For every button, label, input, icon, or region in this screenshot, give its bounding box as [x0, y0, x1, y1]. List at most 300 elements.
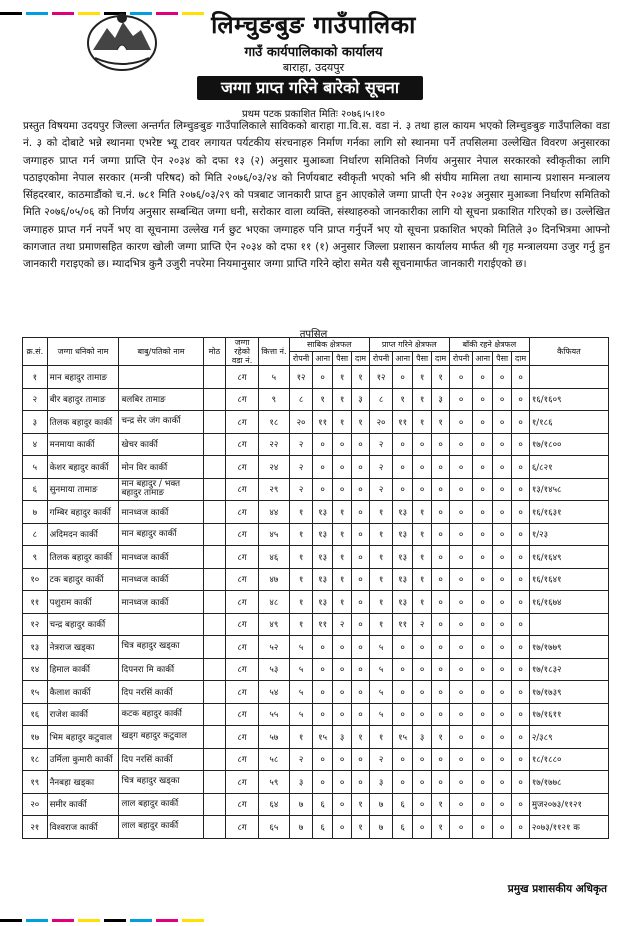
table-cell: ० — [512, 501, 529, 524]
table-cell: ४५ — [258, 523, 289, 546]
table-row — [23, 523, 609, 546]
header-remarks: कैफियत — [529, 338, 608, 366]
registration-mark — [78, 919, 100, 922]
header-unit: आना — [473, 352, 492, 366]
table-cell: ११ — [313, 411, 332, 434]
table-cell: ० — [332, 771, 351, 794]
table-cell: ० — [352, 748, 369, 771]
header-prapta: प्राप्त गरिने क्षेत्रफल — [369, 338, 449, 352]
table-cell: १७/१७७८ — [529, 771, 608, 794]
table-cell: ० — [412, 456, 431, 479]
table-cell: ८ — [23, 523, 48, 546]
table-cell: १३ — [313, 546, 332, 569]
table-cell: ० — [473, 816, 492, 839]
table-cell: ८ग — [226, 411, 259, 434]
table-cell — [203, 816, 226, 839]
table-cell: ० — [432, 613, 449, 636]
table-cell: ० — [449, 366, 473, 389]
table-cell: ० — [449, 501, 473, 524]
table-cell: ० — [492, 501, 511, 524]
table-cell: ० — [492, 793, 511, 816]
registration-mark — [52, 919, 74, 922]
table-cell: ३ — [23, 411, 48, 434]
table-cell: कैलाश कार्की — [47, 681, 119, 704]
table-cell: मोन विर कार्की — [119, 456, 203, 479]
table-cell: उर्मिला कुमारी कार्की — [47, 748, 119, 771]
table-cell: १ — [332, 501, 351, 524]
table-cell: ० — [432, 703, 449, 726]
table-row — [23, 681, 609, 704]
table-cell: ० — [492, 546, 511, 569]
table-cell: १४ — [23, 658, 48, 681]
table-cell: ० — [512, 816, 529, 839]
table-cell: ५८ — [258, 748, 289, 771]
table-cell: १ — [352, 816, 369, 839]
table-cell: ५९ — [258, 771, 289, 794]
table-cell: ८ग — [226, 523, 259, 546]
table-row — [23, 366, 609, 389]
table-cell: ० — [512, 703, 529, 726]
table-cell: ११ — [393, 411, 412, 434]
table-cell: ० — [492, 748, 511, 771]
table-cell: ३ — [332, 726, 351, 749]
table-cell: ० — [492, 771, 511, 794]
table-row — [23, 748, 609, 771]
table-cell: ० — [313, 478, 332, 501]
table-cell: १७/१८०० — [529, 433, 608, 456]
table-cell: ० — [449, 613, 473, 636]
header-sn: क्र.सं. — [23, 338, 48, 366]
table-cell: १/१८६ — [529, 411, 608, 434]
table-cell: ० — [492, 411, 511, 434]
table-cell — [119, 613, 203, 636]
table-cell: १ — [369, 726, 393, 749]
letterhead — [0, 6, 627, 120]
table-cell: ० — [412, 433, 431, 456]
table-cell: ० — [449, 703, 473, 726]
table-cell: ० — [473, 613, 492, 636]
table-cell: ५ — [23, 456, 48, 479]
table-cell: ० — [473, 703, 492, 726]
table-cell: ० — [352, 501, 369, 524]
table-cell: ७ — [289, 793, 313, 816]
table-cell: ० — [512, 523, 529, 546]
table-cell: ० — [473, 411, 492, 434]
header-ward: जग्गा रहेको वडा नं. — [226, 338, 259, 366]
table-cell: ० — [352, 591, 369, 614]
table-cell: राजेश कार्की — [47, 703, 119, 726]
table-cell: १८ — [258, 411, 289, 434]
table-cell: १ — [412, 568, 431, 591]
table-cell: १ — [332, 411, 351, 434]
table-cell — [203, 456, 226, 479]
header-sabik: साबिक क्षेत्रफल — [289, 338, 369, 352]
table-cell: ५ — [369, 703, 393, 726]
table-cell: १६/१६०९ — [529, 388, 608, 411]
table-row — [23, 546, 609, 569]
table-cell: ० — [449, 591, 473, 614]
publish-date: प्रथम पटक प्रकाशित मितिः २०७६।५।१० — [241, 109, 386, 120]
table-row — [23, 771, 609, 794]
table-cell: ५५ — [258, 703, 289, 726]
table-cell: १ — [289, 613, 313, 636]
table-cell — [203, 613, 226, 636]
table-cell: १७ — [23, 726, 48, 749]
table-cell: १ — [352, 411, 369, 434]
table-cell: ० — [412, 771, 431, 794]
table-cell: नेत्रराज खड्का — [47, 636, 119, 659]
table-cell: १ — [289, 591, 313, 614]
table-cell: चित्र बहादुर खड्का — [119, 771, 203, 794]
table-cell: १८ — [23, 748, 48, 771]
table-cell: ० — [492, 388, 511, 411]
table-cell: दिपनरा मि कार्की — [119, 658, 203, 681]
table-cell: १३ — [313, 568, 332, 591]
signature: प्रमुख प्रशासकीय अधिकृत — [507, 883, 607, 895]
table-cell: ८ग — [226, 501, 259, 524]
registration-mark — [156, 919, 178, 922]
table-cell: मान बहादुर / भक्त बहादुर तामाङ — [119, 478, 203, 501]
table-cell: २ — [369, 748, 393, 771]
table-cell: १ — [412, 591, 431, 614]
table-cell: १ — [369, 523, 393, 546]
table-cell: ११ — [313, 613, 332, 636]
table-cell: ० — [449, 726, 473, 749]
table-cell: ५ — [289, 703, 313, 726]
table-row — [23, 658, 609, 681]
registration-mark — [104, 919, 126, 922]
notice-title: जग्गा प्राप्त गरिने बारेको सूचना — [197, 76, 423, 100]
table-cell: दिप नरसिं कार्की — [119, 748, 203, 771]
table-cell: ० — [512, 366, 529, 389]
table-row — [23, 613, 609, 636]
table-cell: ० — [473, 366, 492, 389]
table-cell: ० — [332, 658, 351, 681]
table-cell: ८ग — [226, 366, 259, 389]
table-cell — [119, 366, 203, 389]
table-cell: २९ — [258, 478, 289, 501]
table-cell: १ — [412, 388, 431, 411]
table-cell: ५ — [289, 681, 313, 704]
table-label: तपसिल — [299, 329, 328, 340]
table-cell: ० — [473, 478, 492, 501]
table-row — [23, 703, 609, 726]
table-cell — [529, 366, 608, 389]
table-cell: ० — [332, 636, 351, 659]
table-cell: ४४ — [258, 501, 289, 524]
table-cell: ६/८२१ — [529, 456, 608, 479]
table-cell: खड्ग बहादुर कटुवाल — [119, 726, 203, 749]
table-cell: ० — [492, 523, 511, 546]
table-row — [23, 591, 609, 614]
table-cell: ८ग — [226, 568, 259, 591]
table-cell: पशुराम कार्की — [47, 591, 119, 614]
table-cell: मानध्वज कार्की — [119, 546, 203, 569]
table-cell: ४६ — [258, 546, 289, 569]
table-cell: ० — [449, 681, 473, 704]
table-cell: ० — [492, 456, 511, 479]
table-cell: ० — [313, 703, 332, 726]
table-cell: ० — [449, 658, 473, 681]
table-cell: ० — [393, 366, 412, 389]
table-cell: ० — [449, 523, 473, 546]
table-cell: ७ — [23, 501, 48, 524]
table-cell: ० — [393, 681, 412, 704]
table-cell: २ — [23, 388, 48, 411]
table-cell — [203, 771, 226, 794]
table-cell — [529, 613, 608, 636]
table-cell: ० — [512, 636, 529, 659]
table-row — [23, 636, 609, 659]
table-cell: ० — [449, 433, 473, 456]
table-cell: कटक बहादुर कार्की — [119, 703, 203, 726]
table-cell — [203, 591, 226, 614]
table-cell: १३ — [23, 636, 48, 659]
registration-mark — [0, 919, 22, 922]
table-cell: ० — [512, 478, 529, 501]
table-cell: ० — [449, 388, 473, 411]
table-cell: ० — [352, 568, 369, 591]
table-cell: ० — [432, 636, 449, 659]
table-cell: ० — [473, 456, 492, 479]
table-cell: ६ — [393, 793, 412, 816]
table-cell: १६/१६४९ — [529, 546, 608, 569]
table-cell: ११ — [393, 613, 412, 636]
table-cell: ० — [473, 793, 492, 816]
table-cell: ५३ — [258, 658, 289, 681]
table-cell: ० — [393, 658, 412, 681]
table-cell: ० — [412, 703, 431, 726]
table-cell: ९ — [258, 388, 289, 411]
table-cell: ० — [393, 703, 412, 726]
table-cell: ० — [352, 658, 369, 681]
table-cell: १६/१६३१ — [529, 501, 608, 524]
table-cell: ० — [313, 433, 332, 456]
table-cell: ० — [512, 546, 529, 569]
table-row — [23, 456, 609, 479]
table-cell: १ — [432, 793, 449, 816]
header-unit: रोपनी — [369, 352, 393, 366]
table-cell: ० — [492, 613, 511, 636]
table-row — [23, 793, 609, 816]
table-cell: ० — [352, 456, 369, 479]
table-cell: ० — [512, 658, 529, 681]
table-cell: १ — [369, 546, 393, 569]
table-cell: २ — [369, 478, 393, 501]
table-cell: ० — [512, 613, 529, 636]
registration-marks-top — [0, 0, 627, 3]
table-cell: १३ — [393, 523, 412, 546]
table-cell: २ — [289, 748, 313, 771]
table-cell: ० — [393, 478, 412, 501]
table-cell: ० — [332, 456, 351, 479]
table-cell: सुनमाया तामाङ — [47, 478, 119, 501]
table-cell: १ — [332, 546, 351, 569]
table-cell: ० — [432, 478, 449, 501]
table-cell: १३ — [393, 501, 412, 524]
table-cell: १ — [332, 388, 351, 411]
table-cell: चन्द्र सेर जंग कार्की — [119, 411, 203, 434]
table-cell: ० — [449, 771, 473, 794]
table-cell: ३ — [412, 726, 431, 749]
table-cell: १ — [432, 411, 449, 434]
table-cell: खेचर कार्की — [119, 433, 203, 456]
table-cell: ० — [512, 748, 529, 771]
table-cell: ० — [492, 726, 511, 749]
table-cell — [203, 546, 226, 569]
table-cell: ० — [449, 568, 473, 591]
table-cell: १ — [412, 546, 431, 569]
table-cell: मनमाया कार्की — [47, 433, 119, 456]
header-unit: पैसा — [492, 352, 511, 366]
table-cell: १३ — [393, 591, 412, 614]
table-cell: ० — [352, 433, 369, 456]
table-cell: ६४ — [258, 793, 289, 816]
table-cell: १५ — [393, 726, 412, 749]
table-cell: ८ — [369, 388, 393, 411]
table-cell: नैनबहा खड्का — [47, 771, 119, 794]
table-cell: ५ — [369, 681, 393, 704]
table-cell: २० — [23, 793, 48, 816]
table-cell: ७ — [369, 793, 393, 816]
table-cell: ० — [512, 726, 529, 749]
table-cell: १५ — [23, 681, 48, 704]
table-cell: १३ — [313, 523, 332, 546]
table-cell: २ — [369, 433, 393, 456]
table-cell: ८ग — [226, 636, 259, 659]
table-cell: ० — [313, 456, 332, 479]
table-cell: मान बहादुर तामाङ — [47, 366, 119, 389]
table-cell: ६ — [393, 816, 412, 839]
header-baki: बाँकी रहने क्षेत्रफल — [449, 338, 529, 352]
table-cell: लाल बहादुर कार्की — [119, 793, 203, 816]
table-cell: ० — [449, 636, 473, 659]
table-cell — [203, 793, 226, 816]
table-cell: ६ — [313, 816, 332, 839]
table-cell: १७/१७७९ — [529, 636, 608, 659]
table-cell: ० — [352, 523, 369, 546]
header-unit: आना — [393, 352, 412, 366]
table-cell: ६ — [313, 793, 332, 816]
table-cell: २ — [412, 613, 431, 636]
header-moth: मोठ — [203, 338, 226, 366]
table-cell: ० — [449, 748, 473, 771]
table-row — [23, 433, 609, 456]
table-cell: ० — [393, 433, 412, 456]
table-cell — [203, 478, 226, 501]
table-cell: तिलक बहादुर कार्की — [47, 546, 119, 569]
table-cell: ७ — [369, 816, 393, 839]
table-cell: ० — [313, 771, 332, 794]
table-cell: २० — [369, 411, 393, 434]
table-cell: ० — [432, 658, 449, 681]
table-cell: १६ — [23, 703, 48, 726]
table-cell: ० — [332, 793, 351, 816]
table-cell: ० — [412, 681, 431, 704]
table-cell: २ — [369, 456, 393, 479]
table-cell: ५७ — [258, 726, 289, 749]
table-cell — [203, 748, 226, 771]
table-cell: १२ — [289, 366, 313, 389]
table-cell: ० — [473, 748, 492, 771]
table-cell: ० — [473, 591, 492, 614]
table-cell: ० — [449, 793, 473, 816]
table-cell: ८ग — [226, 388, 259, 411]
table-cell: ० — [492, 366, 511, 389]
table-row — [23, 478, 609, 501]
table-cell: ५ — [289, 636, 313, 659]
table-cell: ० — [352, 636, 369, 659]
table-cell: तिलक बहादुर कार्की — [47, 411, 119, 434]
table-cell: १३ — [313, 501, 332, 524]
table-cell — [203, 501, 226, 524]
registration-mark — [182, 919, 204, 922]
table-cell — [203, 658, 226, 681]
table-cell: १० — [23, 568, 48, 591]
table-cell: १७/१७३९ — [529, 681, 608, 704]
header-unit: पैसा — [412, 352, 431, 366]
office-address: बाराहा, उदयपुर — [282, 61, 345, 74]
table-cell: १ — [289, 501, 313, 524]
table-cell: चन्द्र बहादुर कार्की — [47, 613, 119, 636]
table-cell: २ — [332, 613, 351, 636]
table-cell: २४ — [258, 456, 289, 479]
table-cell: १ — [369, 613, 393, 636]
table-cell: ० — [512, 388, 529, 411]
table-cell — [203, 523, 226, 546]
table-cell: ० — [393, 456, 412, 479]
table-cell: ८ग — [226, 726, 259, 749]
table-cell: लाल बहादुर कार्की — [119, 816, 203, 839]
table-cell: ० — [512, 456, 529, 479]
table-cell — [203, 636, 226, 659]
table-cell: ० — [473, 726, 492, 749]
table-cell: १ — [332, 568, 351, 591]
table-cell: ८ग — [226, 591, 259, 614]
table-cell: ६५ — [258, 816, 289, 839]
table-cell: १ — [412, 501, 431, 524]
table-cell: ० — [412, 816, 431, 839]
table-cell: ० — [492, 658, 511, 681]
land-table — [22, 337, 609, 839]
table-cell: मानध्वज कार्की — [119, 501, 203, 524]
table-cell: ० — [492, 591, 511, 614]
table-cell: १ — [289, 523, 313, 546]
header-unit: दाम — [432, 352, 449, 366]
table-cell: २ — [289, 433, 313, 456]
table-cell: ० — [432, 546, 449, 569]
table-cell: चित्र बहादुर खड्का — [119, 636, 203, 659]
table-cell: ३ — [289, 771, 313, 794]
table-cell: ० — [313, 658, 332, 681]
table-cell: ० — [473, 546, 492, 569]
table-cell: ० — [512, 793, 529, 816]
table-cell: ० — [313, 681, 332, 704]
table-cell: १ — [412, 411, 431, 434]
table-cell: २१ — [23, 816, 48, 839]
header-unit: दाम — [352, 352, 369, 366]
table-cell: ६ — [23, 478, 48, 501]
table-cell: विश्वराज कार्की — [47, 816, 119, 839]
table-cell: ५ — [369, 636, 393, 659]
header-unit: दाम — [512, 352, 529, 366]
table-row — [23, 411, 609, 434]
table-cell: ० — [412, 748, 431, 771]
table-cell: २ — [289, 456, 313, 479]
table-cell: ० — [432, 771, 449, 794]
table-cell: ० — [412, 793, 431, 816]
table-cell: १ — [432, 816, 449, 839]
